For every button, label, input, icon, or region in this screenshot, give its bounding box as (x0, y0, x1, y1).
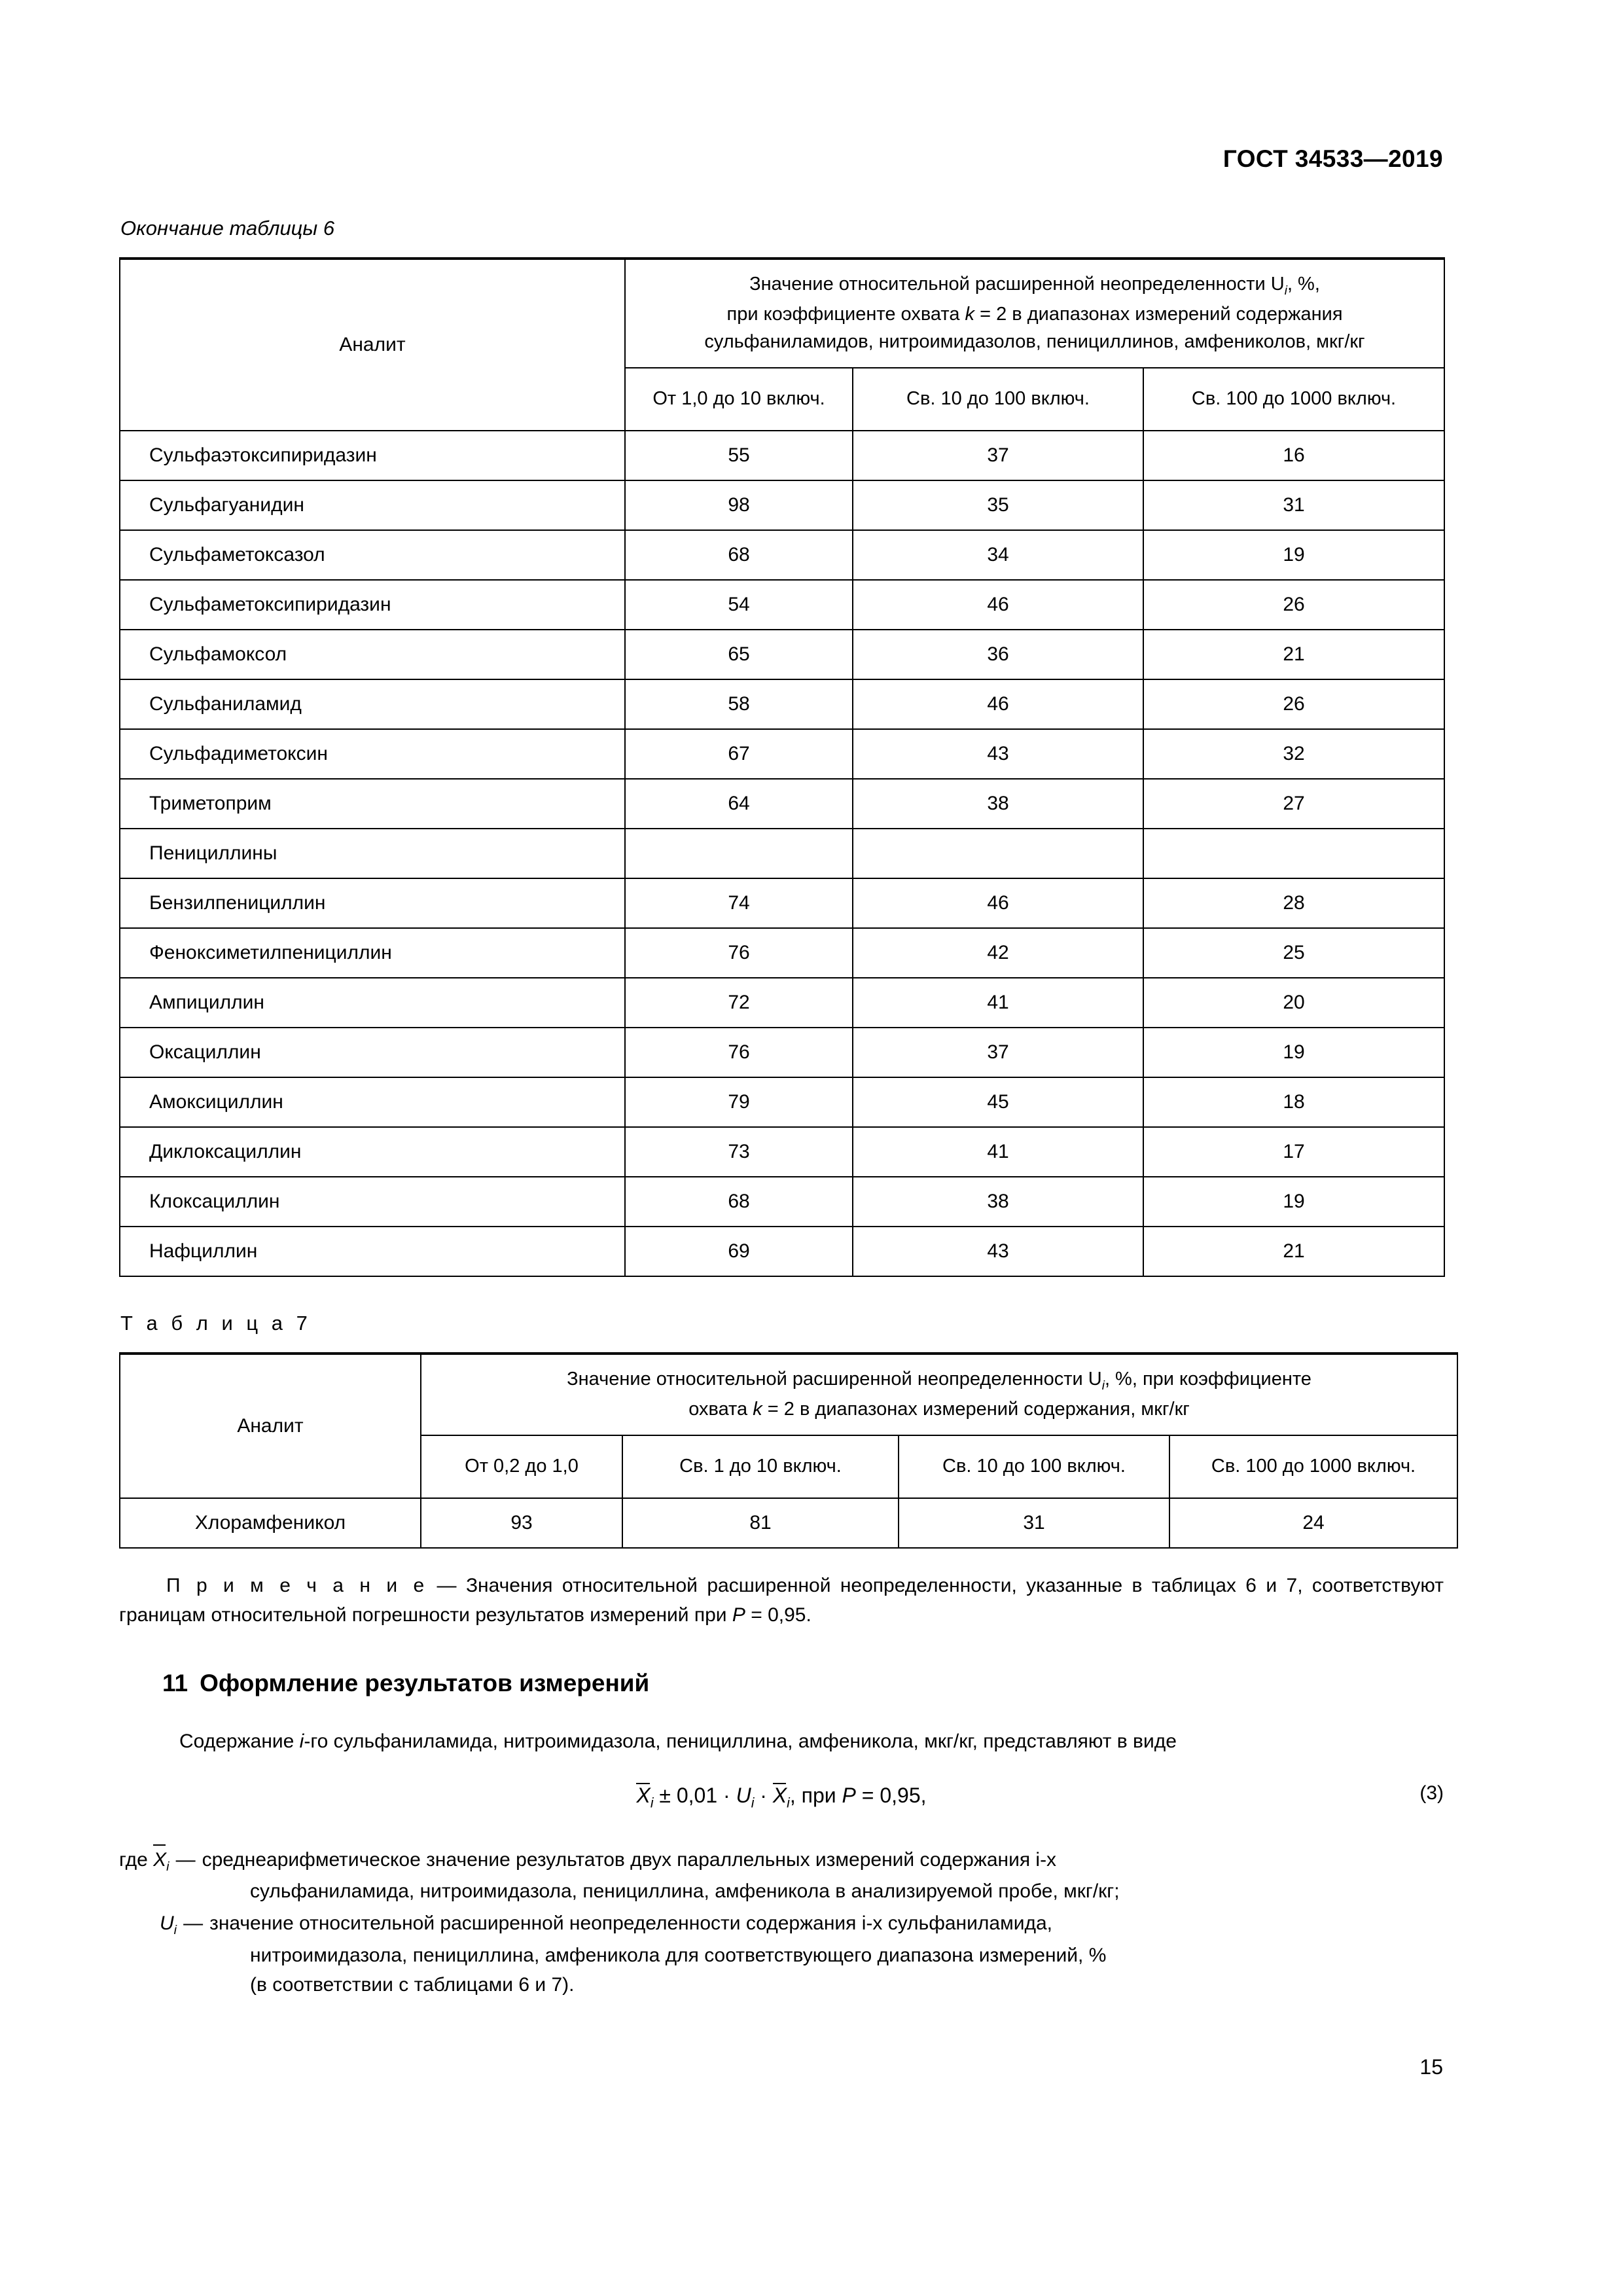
definition-item (119, 1844, 1444, 1877)
definition-lead: где (119, 1848, 148, 1871)
value-range-1: 73 (625, 1127, 853, 1177)
value-range-3: 21 (1143, 1227, 1444, 1276)
table-row (120, 978, 1444, 1028)
analyte-name: Сульфаметоксипиридазин (120, 580, 625, 630)
analyte-name: Ампициллин (120, 978, 625, 1028)
definition-text: значение относительной расширенной неопределенности содержания i-х сульфаниламида, (209, 1912, 1052, 1935)
analyte-name: Бензилпенициллин (120, 878, 625, 928)
table-row (120, 431, 1444, 480)
value-range-3: 21 (1143, 630, 1444, 679)
paragraph-italic-i: i (299, 1730, 304, 1752)
value-range-1: 74 (625, 878, 853, 928)
analyte-name: Оксациллин (120, 1028, 625, 1077)
value-range-2: 43 (853, 729, 1143, 779)
value-range-1: 79 (625, 1077, 853, 1127)
value-range-3: 25 (1143, 928, 1444, 978)
value-range-1: 72 (625, 978, 853, 1028)
table-row (120, 1077, 1444, 1127)
value-range-2: 37 (853, 1028, 1143, 1077)
definition-text: среднеарифметическое значение результатов двух параллельных измерений содержания i-х (202, 1848, 1057, 1871)
value-range-2: 43 (853, 1227, 1143, 1276)
value-range-2: 41 (853, 978, 1143, 1028)
definition-item (119, 1909, 1444, 1941)
page-content (119, 216, 1444, 2000)
value-range-1: 68 (625, 530, 853, 580)
value-range-3: 18 (1143, 1077, 1444, 1127)
value-range-2: 38 (853, 1177, 1143, 1227)
value-range-2: 81 (622, 1498, 899, 1548)
paragraph-text-a: Содержание (179, 1730, 300, 1752)
value-range-1: 76 (625, 1028, 853, 1077)
note-dash: — (427, 1574, 466, 1596)
value-range-2: 46 (853, 679, 1143, 729)
analyte-name: Сульфаметоксазол (120, 530, 625, 580)
section-title: Оформление результатов измерений (200, 1669, 650, 1696)
value-range-3: 19 (1143, 530, 1444, 580)
analyte-name: Клоксациллин (120, 1177, 625, 1227)
table-row (120, 630, 1444, 679)
analyte-name: Феноксиметилпенициллин (120, 928, 625, 978)
value-range-3: 31 (899, 1498, 1169, 1548)
table-group-row (120, 829, 1444, 878)
section-heading (162, 1668, 1444, 1699)
value-range-3: 19 (1143, 1028, 1444, 1077)
table7-span-line1: Значение относительной расширенной неопределенности $U_i$, %, при коэффициенте (567, 1369, 1311, 1393)
value-range-1: 76 (625, 928, 853, 978)
table7 (119, 1352, 1458, 1549)
table6-range-3: Св. 100 до 1000 включ. (1143, 368, 1444, 431)
definition-dash: — (175, 1848, 196, 1871)
value-range-2: 41 (853, 1127, 1143, 1177)
table6-range-2: Св. 10 до 100 включ. (853, 368, 1143, 431)
table6-caption: Окончание таблицы 6 (120, 217, 335, 240)
table7-range-1: От 0,2 до 1,0 (421, 1435, 622, 1498)
value-range-2: 37 (853, 431, 1143, 480)
formula-block (119, 1782, 1444, 1829)
value-range-1: 69 (625, 1227, 853, 1276)
table7-header-analyte: Аналит (120, 1354, 421, 1498)
note-italic-p: P (732, 1604, 745, 1626)
table6-header-row-1 (120, 259, 1444, 368)
value-range-3: 26 (1143, 679, 1444, 729)
analyte-name: Нафциллин (120, 1227, 625, 1276)
section-paragraph (119, 1727, 1444, 1756)
value-range-1: 68 (625, 1177, 853, 1227)
value-range-3: 28 (1143, 878, 1444, 928)
table6-range-1: От 1,0 до 10 включ. (625, 368, 853, 431)
paragraph-text-b: -го сульфаниламида, нитроимидазола, пенициллина, амфеникола, мкг/кг, представляют в виде (304, 1730, 1177, 1752)
definitions-list (119, 1844, 1444, 2000)
table6-header-span (625, 259, 1444, 368)
value-range-3: 16 (1143, 431, 1444, 480)
definition-dash: — (183, 1912, 204, 1935)
value-range-3 (1143, 829, 1444, 878)
table7-header-row-1 (120, 1354, 1457, 1435)
value-range-1: 64 (625, 779, 853, 829)
table-row (120, 928, 1444, 978)
value-range-3: 32 (1143, 729, 1444, 779)
running-head: ГОСТ 34533—2019 (1222, 145, 1443, 172)
formula-3: $X_i \pm 0,01 \cdot U_i \cdot X_i$, при P = 0,95, (636, 1783, 927, 1811)
table7-span-line2: охвата k = 2 в диапазонах измерений содержания, мкг/кг (688, 1398, 1190, 1420)
table7-range-3: Св. 10 до 100 включ. (899, 1435, 1169, 1498)
analyte-name: Сульфаэтоксипиридазин (120, 431, 625, 480)
analyte-name: Сульфамоксол (120, 630, 625, 679)
analyte-name: Сульфадиметоксин (120, 729, 625, 779)
table-row (120, 779, 1444, 829)
table7-range-4: Св. 100 до 1000 включ. (1169, 1435, 1457, 1498)
table6 (119, 257, 1445, 1277)
definition-continuation: сульфаниламида, нитроимидазола, пенициллина, амфеникола в анализируемой пробе, мкг/кг; (250, 1880, 1120, 1903)
value-range-2: 46 (853, 580, 1143, 630)
table-row (120, 530, 1444, 580)
value-range-3: 31 (1143, 480, 1444, 530)
table-row (120, 480, 1444, 530)
analyte-name: Сульфагуанидин (120, 480, 625, 530)
definition-continuation-2: (в соответствии с таблицами 6 и 7). (250, 1974, 575, 1996)
value-range-1: 65 (625, 630, 853, 679)
analyte-name: Хлорамфеникол (120, 1498, 421, 1548)
value-range-3: 17 (1143, 1127, 1444, 1177)
value-range-1: 58 (625, 679, 853, 729)
value-range-2: 38 (853, 779, 1143, 829)
table7-header-span (421, 1354, 1457, 1435)
table-row (120, 580, 1444, 630)
definition-symbol: $X_i$ (148, 1844, 169, 1877)
definition-continuation: нитроимидазола, пенициллина, амфеникола для соответствующего диапазона измерений, % (250, 1945, 1107, 1967)
value-range-1: 54 (625, 580, 853, 630)
analyte-name: Диклоксациллин (120, 1127, 625, 1177)
table-row (120, 729, 1444, 779)
note-lead: П р и м е ч а н и е (166, 1574, 428, 1596)
table6-span-line1: Значение относительной расширенной неопределенности $U_i$, %, (749, 274, 1320, 298)
table6-header-analyte: Аналит (120, 259, 625, 431)
value-range-1: 98 (625, 480, 853, 530)
value-range-2: 36 (853, 630, 1143, 679)
value-range-2: 46 (853, 878, 1143, 928)
value-range-3: 20 (1143, 978, 1444, 1028)
value-range-4: 24 (1169, 1498, 1457, 1548)
table-row (120, 878, 1444, 928)
value-range-2: 45 (853, 1077, 1143, 1127)
formula-x-mean: X (636, 1783, 651, 1807)
page-number: 15 (1419, 2055, 1443, 2079)
value-range-1 (625, 829, 853, 878)
analyte-name: Амоксициллин (120, 1077, 625, 1127)
value-range-2: 35 (853, 480, 1143, 530)
table6-span-line2: при коэффициенте охвата k = 2 в диапазонах измерений содержания (726, 303, 1343, 325)
analyte-name: Сульфаниламид (120, 679, 625, 729)
value-range-2 (853, 829, 1143, 878)
value-range-2: 42 (853, 928, 1143, 978)
note-text: Значения относительной расширенной неопределенности, указанные в таблицах 6 и 7, соответствуют границам относительной погрешности результатов измерений при (119, 1574, 1444, 1626)
table-row (120, 1498, 1457, 1548)
analyte-name: Триметоприм (120, 779, 625, 829)
section-number: 11 (162, 1669, 188, 1696)
definition-symbol: $U_i$ (160, 1912, 177, 1938)
table-note (119, 1571, 1444, 1630)
table-row (120, 1177, 1444, 1227)
value-range-2: 34 (853, 530, 1143, 580)
value-range-3: 19 (1143, 1177, 1444, 1227)
table-row (120, 679, 1444, 729)
value-range-3: 27 (1143, 779, 1444, 829)
formula-number: (3) (1419, 1782, 1444, 1804)
table7-caption: Т а б л и ц а 7 (120, 1311, 312, 1335)
table-row (120, 1127, 1444, 1177)
table7-range-2: Св. 1 до 10 включ. (622, 1435, 899, 1498)
group-heading: Пенициллины (120, 829, 625, 878)
table-row (120, 1028, 1444, 1077)
value-range-3: 26 (1143, 580, 1444, 630)
table6-span-line3: сульфаниламидов, нитроимидазолов, пенициллинов, амфениколов, мкг/кг (704, 331, 1365, 352)
note-text-tail: = 0,95. (745, 1604, 812, 1626)
value-range-1: 67 (625, 729, 853, 779)
value-range-1: 93 (421, 1498, 622, 1548)
table-row (120, 1227, 1444, 1276)
value-range-1: 55 (625, 431, 853, 480)
